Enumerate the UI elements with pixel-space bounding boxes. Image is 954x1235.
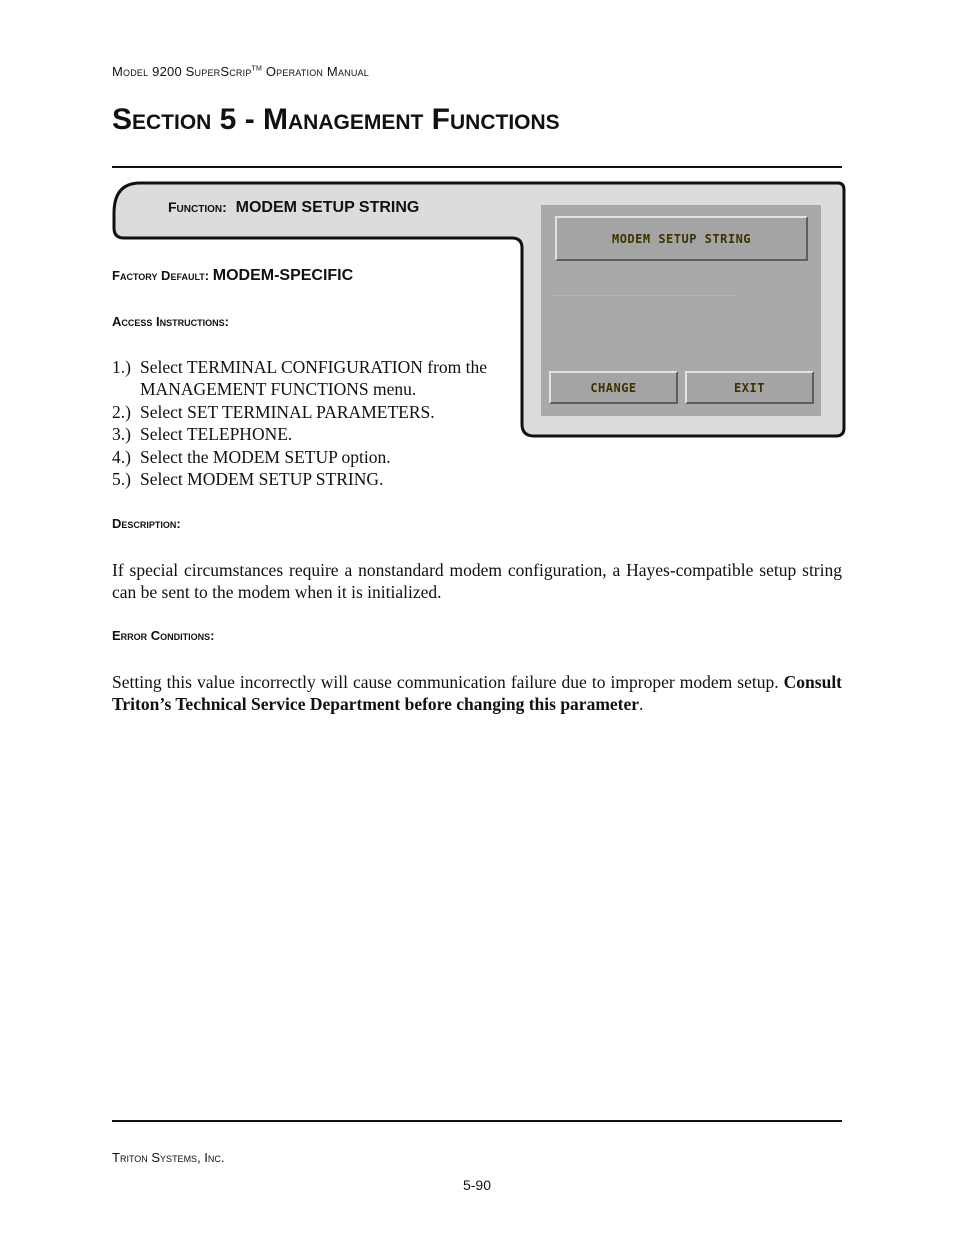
exit-button[interactable]: EXIT (685, 371, 814, 404)
step-number: 4.) (112, 446, 131, 467)
page-number: 5-90 (462, 1177, 492, 1193)
atm-screen (541, 205, 821, 416)
factory-default-value: MODEM-SPECIFIC (212, 267, 354, 284)
factory-default (112, 267, 353, 285)
step-number: 2.) (112, 401, 131, 422)
list-item (112, 446, 516, 468)
error-conditions-text (112, 671, 842, 716)
error-conditions-heading: Error Conditions: (112, 628, 215, 643)
step-text: Select the MODEM SETUP option. (140, 446, 391, 467)
function-name (168, 199, 419, 217)
step-text: Select MODEM SETUP STRING. (140, 469, 384, 490)
access-steps (112, 356, 516, 490)
change-button[interactable]: CHANGE (549, 371, 678, 404)
running-header-tail: Operation Manual (265, 64, 369, 79)
error-conditions-warning: Consult Triton’s Technical Service Department before changing this parameter (112, 672, 843, 715)
screen-title-box: MODEM SETUP STRING (555, 216, 808, 261)
trademark-mark: TM (251, 65, 263, 73)
step-text: Select SET TERMINAL PARAMETERS. (140, 401, 435, 422)
footer-company: Triton Systems, Inc. (112, 1150, 225, 1165)
step-text: Select TELEPHONE. (140, 424, 293, 445)
section-title: Section 5 - Management Functions (112, 103, 560, 136)
step-text: Select TERMINAL CONFIGURATION from the MANAGEMENT FUNCTIONS menu. (140, 357, 488, 400)
function-label: Function: (168, 199, 227, 215)
error-conditions-tail: . (639, 694, 644, 715)
setup-string-field[interactable]: ____________________________ (553, 284, 739, 296)
description-text: If special circumstances require a nonstandard modem configuration, a Hayes-compatible setup string can be sent to the modem when it is initialized. (112, 560, 842, 603)
error-conditions-body: Setting this value incorrectly will cause communication failure due to improper modem setup. (112, 672, 779, 692)
list-item (112, 401, 516, 423)
access-instructions-heading: Access Instructions: (112, 314, 229, 329)
top-divider (112, 166, 842, 168)
running-header-title: Model 9200 SuperScrip (112, 64, 252, 79)
list-item (112, 423, 516, 445)
step-number: 3.) (112, 424, 131, 445)
description-heading: Description: (112, 516, 181, 531)
bottom-divider (112, 1120, 842, 1122)
factory-default-label: Factory Default: (112, 268, 210, 283)
list-item (112, 356, 516, 401)
step-number: 5.) (112, 469, 131, 490)
running-header (112, 64, 369, 79)
step-number: 1.) (112, 357, 131, 377)
list-item (112, 468, 516, 490)
function-value: MODEM SETUP STRING (235, 199, 420, 216)
